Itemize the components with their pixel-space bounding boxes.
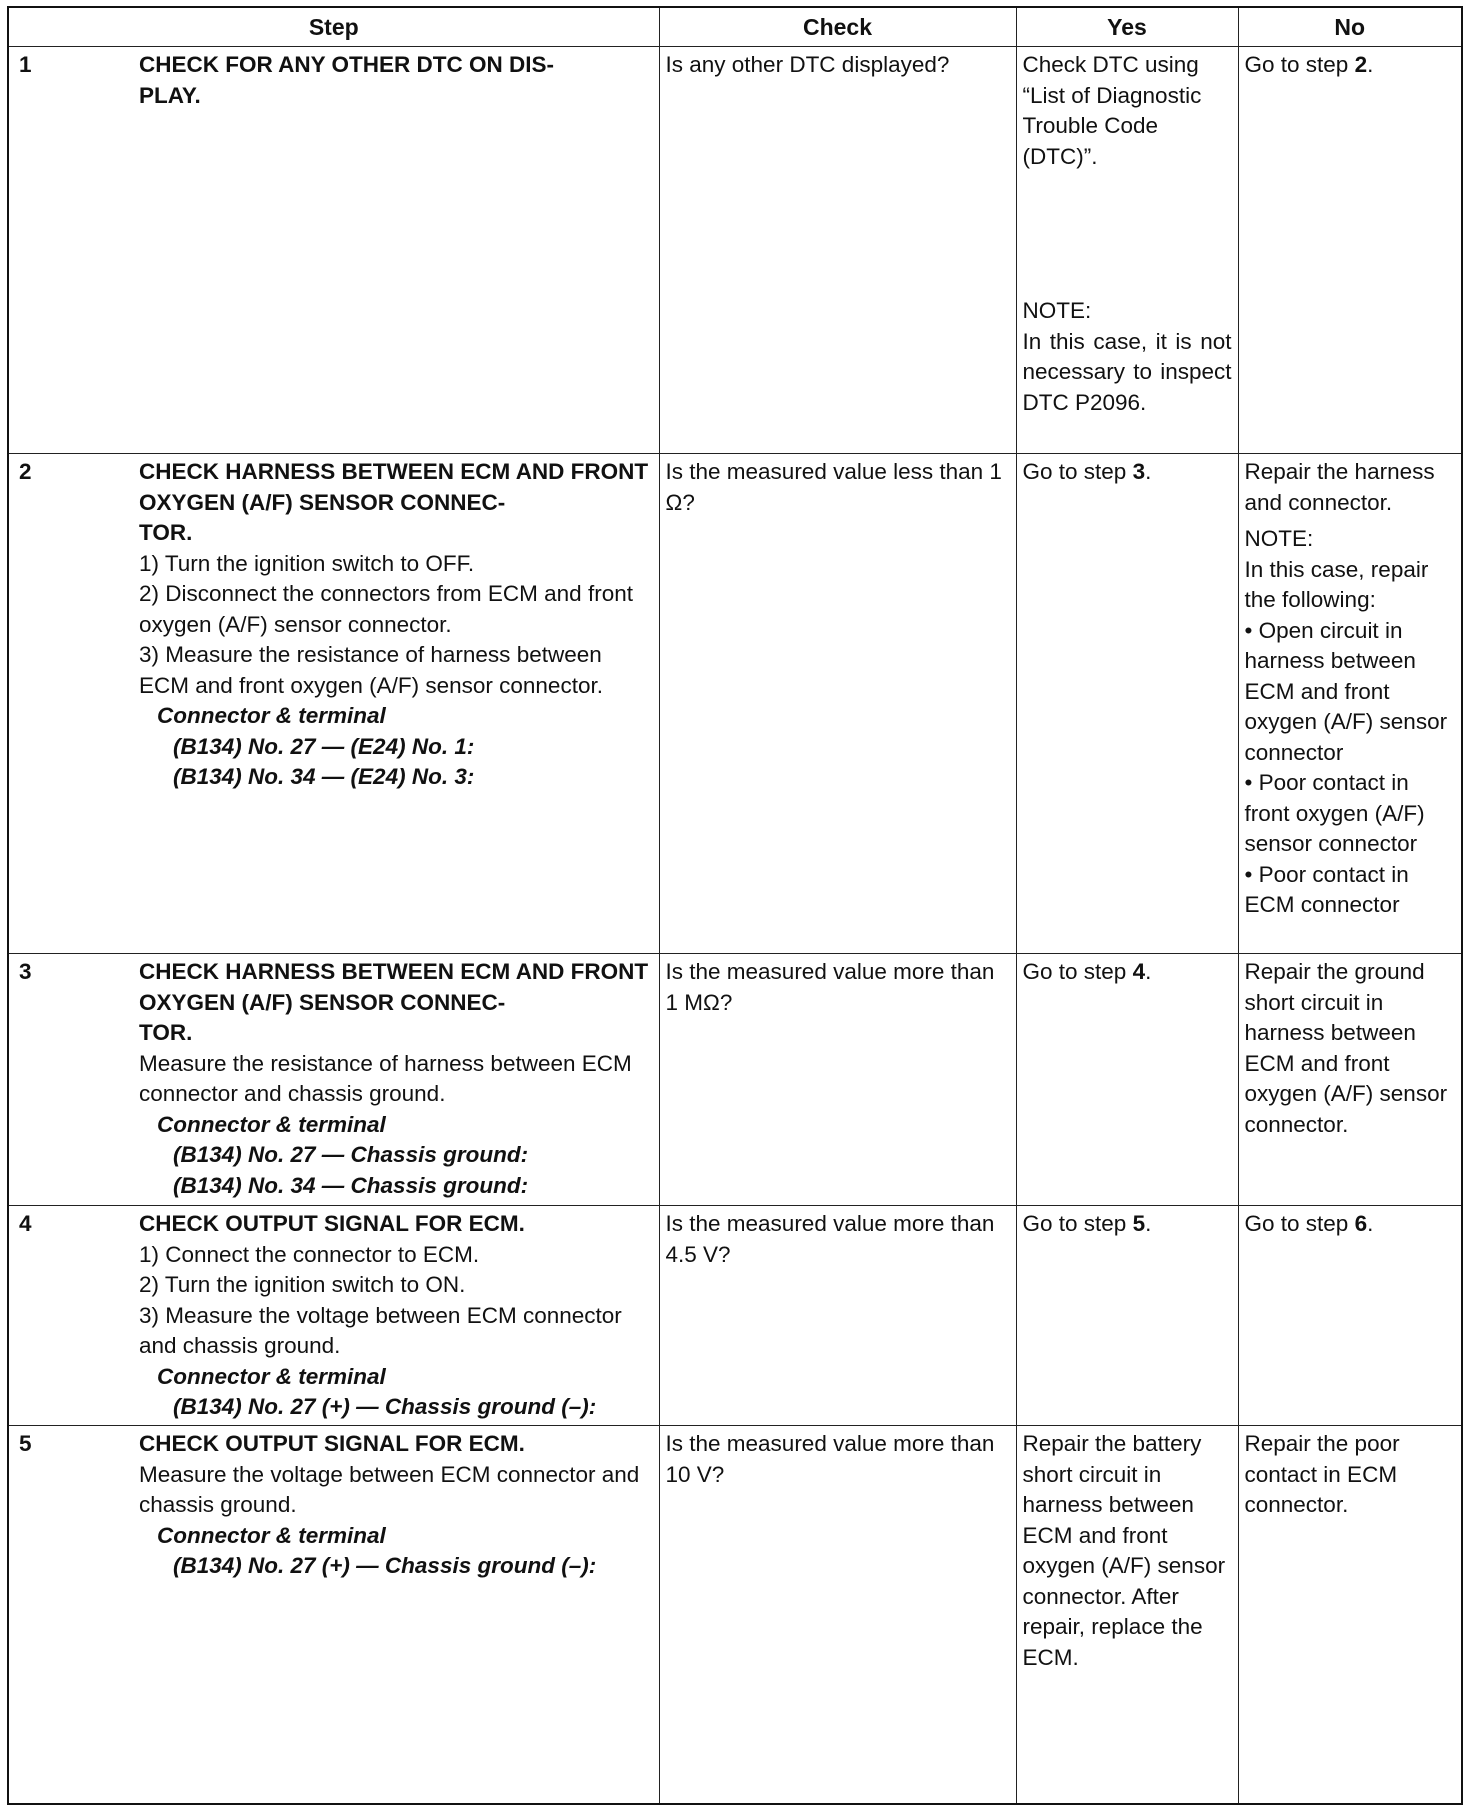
note-label: NOTE: xyxy=(1244,526,1314,551)
connector-terminal: (B134) No. 27 — (E24) No. 1: xyxy=(173,733,475,759)
step-instruction: Measure the voltage between ECM connector and chassis ground. xyxy=(139,1461,640,1517)
yes-cell xyxy=(1016,47,1238,454)
step-title: CHECK HARNESS BETWEEN ECM AND FRONT OXYGEN (A/F) SENSOR CONNEC- TOR. xyxy=(139,459,649,545)
yes-note xyxy=(1023,296,1232,418)
connector-terminal: (B134) No. 27 — Chassis ground: xyxy=(173,1142,529,1167)
header-yes: Yes xyxy=(1016,7,1238,47)
check-question: Is any other DTC displayed? xyxy=(665,52,950,77)
step-cell xyxy=(8,454,659,954)
yes-cell xyxy=(1016,1426,1238,1805)
connector-heading: Connector & terminal xyxy=(157,1522,386,1548)
no-text: Go to step 6. xyxy=(1244,1211,1374,1236)
step-title: CHECK FOR ANY OTHER DTC ON DIS- PLAY. xyxy=(139,52,555,108)
step-number: 1 xyxy=(19,52,32,77)
note-label: NOTE: xyxy=(1022,298,1092,323)
table-row xyxy=(8,1206,1462,1426)
yes-text: Check DTC using “List of Diagnostic Trouble Code (DTC)”. xyxy=(1022,52,1202,169)
step-instruction: 3) Measure the voltage between ECM connector and chassis ground. xyxy=(139,1302,622,1358)
table-row xyxy=(8,454,1462,954)
connector-terminal: (B134) No. 34 — Chassis ground: xyxy=(173,1172,529,1198)
step-title: CHECK HARNESS BETWEEN ECM AND FRONT OXYGEN (A/F) SENSOR CONNEC- TOR. xyxy=(139,959,649,1045)
diagnostic-procedure-table xyxy=(7,6,1463,1805)
note-bullet: • Open circuit in harness between ECM and front oxygen (A/F) sensor connector xyxy=(1245,616,1456,769)
step-cell xyxy=(8,1206,659,1426)
connector-heading: Connector & terminal xyxy=(157,1111,386,1137)
header-check: Check xyxy=(659,7,1016,47)
table-row xyxy=(8,1426,1462,1805)
no-text: Repair the harness and connector. xyxy=(1244,459,1435,515)
yes-text: Go to step 3. xyxy=(1022,459,1152,484)
connector-terminal: (B134) No. 27 (+) — Chassis ground (–): xyxy=(173,1553,597,1578)
no-cell xyxy=(1238,454,1462,954)
step-instruction: 2) Turn the ignition switch to ON. xyxy=(139,1272,466,1297)
note-text: In this case, repair the following: xyxy=(1244,556,1429,612)
header-step: Step xyxy=(8,7,659,47)
no-cell xyxy=(1238,954,1462,1206)
check-question: Is the measured value more than 10 V? xyxy=(665,1431,995,1487)
header-row xyxy=(8,7,1462,47)
check-cell xyxy=(659,1206,1016,1426)
step-cell xyxy=(8,47,659,454)
no-cell xyxy=(1238,1426,1462,1805)
table-row xyxy=(8,47,1462,454)
connector-terminal: (B134) No. 27 (+) — Chassis ground (–): xyxy=(173,1394,597,1419)
check-question: Is the measured value more than 4.5 V? xyxy=(665,1211,995,1267)
step-number: 5 xyxy=(19,1431,32,1456)
yes-cell xyxy=(1016,454,1238,954)
check-cell xyxy=(659,1426,1016,1805)
note-text: In this case, it is not necessary to inspect DTC P2096. xyxy=(1022,328,1232,415)
connector-heading: Connector & terminal xyxy=(157,703,386,728)
yes-text: Repair the battery short circuit in harness between ECM and front oxygen (A/F) sensor connector. After repair, replace the ECM. xyxy=(1022,1431,1226,1670)
note-bullet: • Poor contact in ECM connector xyxy=(1245,860,1456,921)
connector-terminal: (B134) No. 34 — (E24) No. 3: xyxy=(173,764,475,789)
header-no: No xyxy=(1238,7,1462,47)
no-text: Go to step 2. xyxy=(1244,52,1374,77)
check-cell xyxy=(659,454,1016,954)
step-instruction: 2) Disconnect the connectors from ECM and front oxygen (A/F) sensor connector. xyxy=(139,581,633,637)
yes-cell xyxy=(1016,954,1238,1206)
step-cell xyxy=(8,954,659,1206)
check-question: Is the measured value more than 1 MΩ? xyxy=(665,959,995,1015)
step-title: CHECK OUTPUT SIGNAL FOR ECM. xyxy=(139,1211,525,1236)
step-instruction: Measure the resistance of harness between ECM connector and chassis ground. xyxy=(139,1050,632,1106)
no-text: Repair the poor contact in ECM connector. xyxy=(1244,1431,1400,1517)
step-instruction: 1) Connect the connector to ECM. xyxy=(139,1241,480,1267)
check-cell xyxy=(659,954,1016,1206)
step-number: 3 xyxy=(19,959,32,984)
note-bullet: • Poor contact in front oxygen (A/F) sensor connector xyxy=(1245,768,1456,860)
no-cell xyxy=(1238,1206,1462,1426)
step-number: 2 xyxy=(19,459,32,484)
connector-heading: Connector & terminal xyxy=(157,1363,386,1389)
no-text: Repair the ground short circuit in harness between ECM and front oxygen (A/F) sensor connector. xyxy=(1244,959,1448,1137)
yes-cell xyxy=(1016,1206,1238,1426)
table-row xyxy=(8,954,1462,1206)
step-title: CHECK OUTPUT SIGNAL FOR ECM. xyxy=(139,1431,525,1456)
no-cell xyxy=(1238,47,1462,454)
step-number: 4 xyxy=(19,1211,32,1236)
step-instruction: 1) Turn the ignition switch to OFF. xyxy=(139,550,475,576)
step-cell xyxy=(8,1426,659,1805)
yes-text: Go to step 5. xyxy=(1022,1211,1152,1236)
step-instruction: 3) Measure the resistance of harness between ECM and front oxygen (A/F) sensor connector. xyxy=(139,642,603,698)
check-question: Is the measured value less than 1 Ω? xyxy=(665,459,1002,515)
check-cell xyxy=(659,47,1016,454)
yes-text: Go to step 4. xyxy=(1022,959,1152,984)
